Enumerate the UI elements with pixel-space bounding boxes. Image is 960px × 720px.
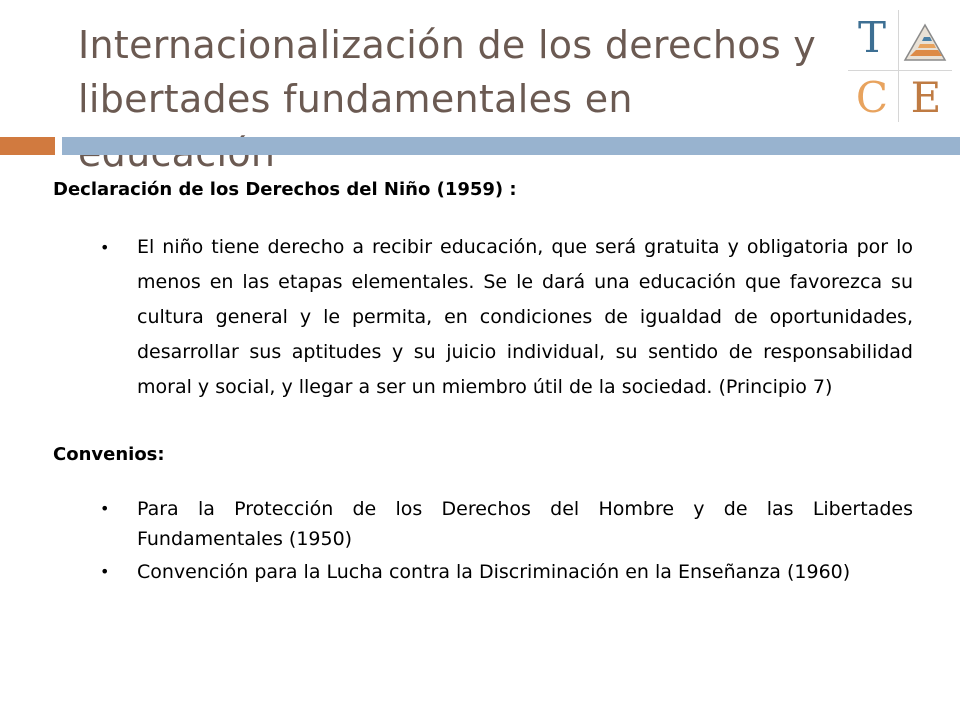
tce-logo [846, 8, 954, 124]
bullet-text: Convención para la Lucha contra la Discriminación en la Enseñanza (1960) [137, 561, 851, 583]
list-item [53, 557, 913, 587]
bullet-text: Para la Protección de los Derechos del Hombre y de las Libertades Fundamentales (1950) [137, 498, 913, 550]
section-heading-declaracion: Declaración de los Derechos del Niño (1959) : [53, 179, 517, 200]
bullet-icon: • [100, 499, 110, 518]
list-item [53, 230, 913, 405]
slide-body [53, 172, 913, 590]
accent-bar-blue [62, 137, 960, 155]
bullet-icon: • [100, 238, 110, 257]
logo-divider-vertical [898, 10, 899, 122]
slide-title: Internacionalización de los derechos y libertades fundamentales en [78, 23, 817, 121]
logo-letter-t: T [857, 13, 886, 62]
accent-bar-orange [0, 137, 55, 155]
bullet-text: El niño tiene derecho a recibir educación, que será gratuita y obligatoria por lo menos en las etapas elementales. Se le dará una educación que favorezca su cultura general y le permita, en condiciones de igualdad de oportunidades, desarrollar sus aptitudes y su juicio individual, su sentido de responsabilidad moral y social, y llegar a ser un miembro útil de la sociedad. (Principio 7) [137, 236, 913, 398]
logo-divider-horizontal [848, 70, 952, 71]
logo-letter-c: C [855, 73, 889, 122]
declaracion-list [53, 230, 913, 405]
triangle-mountain-icon [902, 20, 948, 66]
section-heading-convenios: Convenios: [53, 444, 165, 465]
bullet-icon: • [100, 562, 110, 581]
list-item [53, 494, 913, 554]
logo-letter-e: E [910, 73, 942, 122]
convenios-list [53, 494, 913, 587]
